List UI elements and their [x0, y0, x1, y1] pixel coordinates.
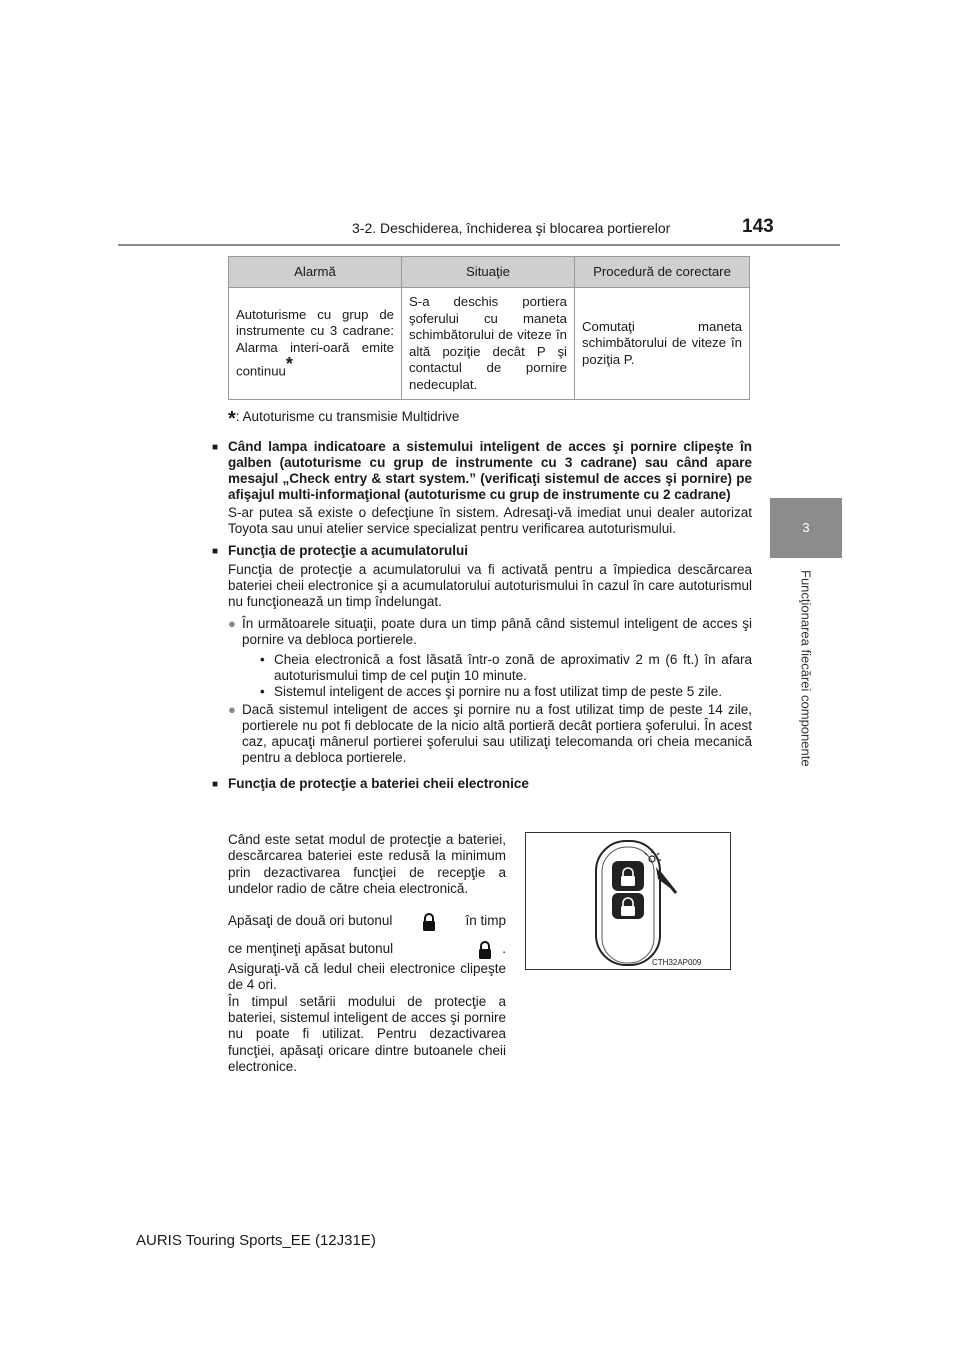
smart-light-body: S-ar putea să existe o defecţiune în sistem. Adresaţi-vă imediat unui dealer autorizat Toyota sau unui atelier service specializat pentru verificarea autoturismului. — [228, 505, 752, 536]
hold-instruction — [228, 937, 506, 961]
header-divider — [118, 244, 840, 246]
page-footer: AURIS Touring Sports_EE (12J31E) — [136, 1232, 376, 1249]
press-text-a: Apăsaţi de două ori butonul — [228, 913, 393, 929]
press-instruction — [228, 909, 506, 933]
lock-icon — [476, 940, 494, 958]
chapter-title: Funcţionarea fiecărei componente — [798, 570, 814, 767]
key-battery-p3: În timpul setării modului de protecţie a bateriei, sistemul inteligent de acces şi pornire nu poate fi utilizat. Pentru dezactivarea funcţiei, apăsaţi oricare dintre butoanele cheii electronice. — [228, 993, 506, 1074]
press-text-b: în timp — [465, 913, 506, 929]
alarm-footnote-mark: * — [285, 354, 293, 375]
table-footnote — [228, 408, 459, 431]
circle-bullet-icon: ● — [228, 616, 236, 631]
square-bullet-icon: ■ — [212, 779, 219, 790]
lock-icon — [420, 912, 438, 930]
chapter-number: 3 — [802, 520, 810, 535]
battery-saving-heading-text: Funcţia de protecţie a acumulatorului — [228, 543, 469, 558]
chapter-title-container — [770, 570, 842, 790]
smart-light-heading — [212, 439, 752, 503]
section-title: 3-2. Deschiderea, închiderea şi blocarea portierelor — [352, 220, 671, 236]
key-battery-heading — [212, 776, 752, 793]
circle-bullet-icon: ● — [228, 702, 236, 717]
hold-text-b: . — [502, 941, 506, 957]
table-row — [229, 288, 750, 400]
image-code: CTH32AP009 — [652, 958, 702, 967]
list-item — [212, 684, 752, 700]
footnote-mark: * — [228, 408, 236, 430]
footnote-text: : Autoturisme cu transmisie Multidrive — [235, 409, 460, 424]
bullet-text: Dacă sistemul inteligent de acces şi pornire nu a fost utilizat timp de peste 14 zile, portierele nu pot fi deblocate de la nicio altă portieră decât portiera şoferului. În acest caz, apucaţi mânerul portierei şoferului sau utilizaţi telecomanda ori cheia mecanică pentru a debloca portierele. — [242, 702, 752, 765]
cell-alarm — [229, 288, 402, 400]
table-header-row — [229, 257, 750, 288]
cell-correction: Comutaţi maneta schimbătorului de viteze în poziţia P. — [575, 288, 750, 400]
alarm-text: Autoturisme cu grup de instrumente cu 3 cadrane: Alarma interi-oară emite continuu — [236, 306, 394, 379]
list-item — [212, 616, 752, 648]
list-item — [212, 652, 752, 684]
key-battery-text — [228, 832, 506, 1075]
key-battery-p1: Când este setat modul de protecţie a bateriei, descărcarea bateriei este redusă la minimum prin dezactivarea funcţiei de recepţie a undelor radio de către cheia electronică. — [228, 832, 506, 896]
battery-saving-body: Funcţia de protecţie a acumulatorului va fi activată pentru a împiedica descărcarea bateriei cheii electronice şi a acumulatorului autoturismului în cazul în care autoturismul nu funcţionează un timp îndelungat. — [228, 562, 752, 609]
sub-bullet-text: Sistemul inteligent de acces şi pornire nu a fost utilizat timp de peste 5 zile. — [274, 684, 722, 699]
bullet-text: În următoarele situaţii, poate dura un timp până când sistemul inteligent de acces şi pornire va debloca portierele. — [242, 616, 752, 647]
square-bullet-icon: ■ — [212, 546, 219, 557]
hold-text-a: ce menţineţi apăsat butonul — [228, 941, 394, 957]
electronic-key-icon — [526, 833, 730, 969]
sub-bullet-text: Cheia electronică a fost lăsată într-o zonă de aproximativ 2 m (6 ft.) în afara autoturismului timp de cel puţin 10 minute. — [274, 652, 752, 683]
page-number: 143 — [742, 216, 774, 237]
main-content — [212, 439, 752, 793]
smart-light-heading-text: Când lampa indicatoare a sistemului inteligent de acces şi pornire clipeşte în galben (autoturisme cu grup de instrumente cu 3 cadrane) sau când apare mesajul „Check entry & start system.” (verificaţi sistemul de acces şi pornire) pe afişajul multi-informaţional (autoturisme cu grup de instrumente cu 2 cadrane) — [228, 439, 752, 502]
key-battery-p2: Asiguraţi-vă că ledul cheii electronice clipeşte de 4 ori. — [228, 961, 506, 993]
column-header-correction: Procedură de corectare — [575, 257, 750, 288]
cell-situation: S-a deschis portiera şoferului cu maneta schimbătorului de viteze în altă poziţie decât P şi contactul de pornire nedecuplat. — [402, 288, 575, 400]
key-battery-heading-text: Funcţia de protecţie a bateriei cheii electronice — [228, 776, 529, 791]
alarm-table — [228, 256, 750, 400]
sub-bullet-icon: • — [260, 652, 265, 667]
battery-saving-heading — [212, 543, 752, 560]
list-item — [212, 702, 752, 766]
electronic-key-illustration — [525, 832, 731, 970]
column-header-situation: Situaţie — [402, 257, 575, 288]
square-bullet-icon: ■ — [212, 442, 219, 453]
sub-bullet-icon: • — [260, 684, 265, 699]
column-header-alarm: Alarmă — [229, 257, 402, 288]
